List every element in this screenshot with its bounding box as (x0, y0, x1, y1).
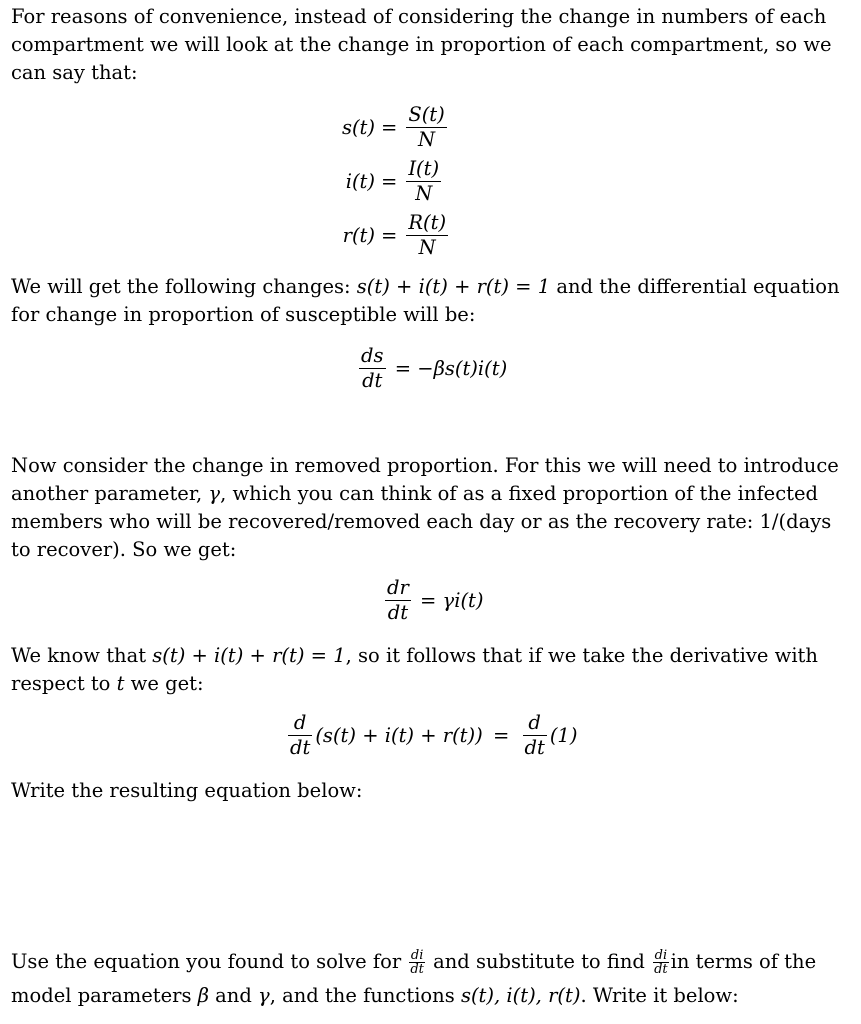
di-den-1: dt (410, 962, 424, 977)
ds-num: ds (361, 344, 384, 367)
deriv-inner: (s(t) + i(t) + r(t)) (315, 724, 483, 747)
solve-text-4: and (208, 984, 259, 1007)
d-dt-fraction-left (288, 711, 312, 760)
dr-num: dr (387, 576, 409, 599)
def-s-lhs: s(t) (341, 115, 375, 139)
removed-text-1: Now consider the change in removed proportion. For this we will need to introduce another parameter, (11, 454, 839, 505)
def-s-den: N (406, 127, 446, 152)
di-den-2: dt (654, 962, 668, 977)
ds-dt-fraction (359, 344, 386, 393)
def-r: r(t) = $\frac{R(t)}{N}$ (315, 208, 451, 262)
gamma-symbol-2: γ (258, 984, 270, 1007)
d-dt-fraction-right (523, 711, 547, 760)
solve-text-1: Use the equation you found to solve for (11, 950, 408, 973)
derivative-paragraph (11, 642, 856, 698)
dr-rhs: = γi(t) (420, 589, 484, 612)
removed-text-2: , which you can think of as a fixed proportion of the infected members who will be recovered/removed each day or as the recovery rate: 1/(days to recover). So we get: (11, 482, 832, 561)
derivative-equation (285, 711, 577, 760)
solve-text-5: , and the functions (269, 984, 461, 1007)
ds-den: dt (359, 368, 386, 393)
gamma-symbol: γ (208, 482, 221, 505)
d-num-right: d (528, 711, 541, 734)
ds-rhs: = −βs(t)i(t) (394, 357, 508, 380)
def-r-fraction (406, 211, 448, 260)
deriv-sum-equation: s(t) + i(t) + r(t) = 1 (152, 644, 346, 667)
dr-dt-equation (382, 576, 484, 625)
sum-equation: s(t) + i(t) + r(t) = 1 (356, 275, 551, 298)
deriv-text-2: , so it follows that if we take the derivative with respect to (11, 644, 818, 695)
di-num-2: di (654, 948, 668, 963)
d-den-left: dt (290, 736, 311, 759)
proportion-definitions (315, 100, 451, 262)
def-r-num: R(t) (408, 210, 447, 234)
def-i-fraction (406, 157, 441, 206)
deriv-text-3: we get: (124, 672, 204, 695)
def-s: s(t) = $\frac{S(t)}{N}$ (315, 100, 451, 154)
def-r-den: N (406, 235, 448, 260)
def-r-lhs: r(t) (342, 223, 375, 247)
dr-den: dt (385, 600, 411, 625)
solve-text-3: in terms of the model parameters (11, 950, 817, 1007)
def-i-lhs: i(t) (345, 169, 375, 193)
d-num-left: d (293, 711, 307, 734)
changes-text-1: We will get the following changes: (11, 275, 357, 298)
variable-t: t (116, 672, 125, 695)
di-dt-fraction-2 (653, 949, 669, 976)
def-i-den: N (406, 181, 441, 206)
deriv-text-1: We know that (11, 644, 153, 667)
def-i-num: I(t) (408, 156, 440, 180)
beta-symbol: β (197, 984, 209, 1007)
deriv-rhs: (1) (549, 724, 578, 747)
removed-paragraph (11, 452, 856, 564)
solve-paragraph (11, 945, 856, 1013)
solve-text-2: and substitute to find (426, 950, 652, 973)
write-below-prompt: Write the resulting equation below: (11, 779, 363, 802)
dr-dt-fraction (385, 576, 411, 625)
intro-paragraph: For reasons of convenience, instead of considering the change in numbers of each compartment we will look at the change in proportion of each compartment, so we can say that: (11, 5, 832, 84)
ds-dt-equation (356, 344, 507, 393)
deriv-equals: = (492, 724, 510, 747)
changes-text-2: and the differential equation for change in proportion of susceptible will be: (11, 275, 840, 326)
di-num-1: di (410, 948, 424, 963)
def-s-num: S(t) (408, 102, 445, 126)
solve-text-6: . Write it below: (580, 984, 739, 1007)
di-dt-fraction-1 (409, 949, 425, 976)
d-den-right: dt (524, 736, 545, 759)
def-s-fraction (406, 103, 446, 152)
changes-paragraph (11, 273, 856, 329)
def-i: i(t) = $\frac{I(t)}{N}$ (315, 154, 451, 208)
functions-list: s(t), i(t), r(t) (460, 984, 581, 1007)
